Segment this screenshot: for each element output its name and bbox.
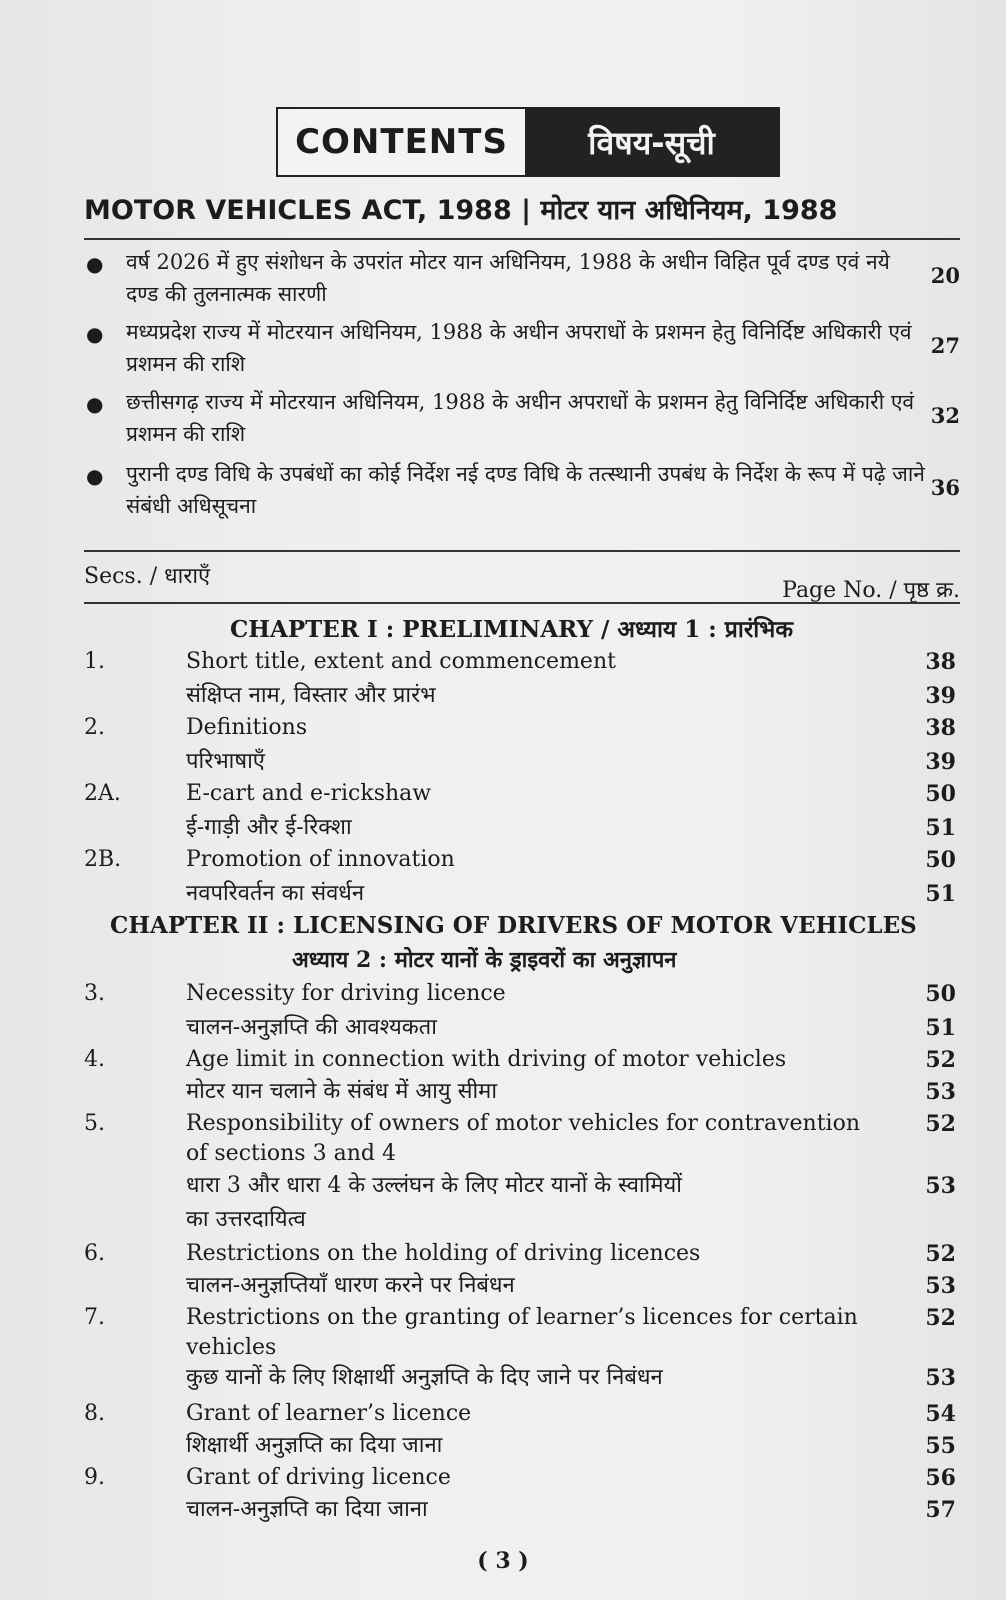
bullet-page: 20 <box>930 263 960 288</box>
section-title: चालन-अनुज्ञप्ति का दिया जाना <box>186 1497 428 1522</box>
section-title: Grant of learner’s licence <box>186 1401 472 1426</box>
bullet-page: 36 <box>930 475 960 500</box>
section-title: Necessity for driving licence <box>186 981 506 1006</box>
page-number: 50 <box>925 781 956 807</box>
bullet-text: वर्ष 2026 में हुए संशोधन के उपरांत मोटर यान अधिनियम, 1988 के अधीन विहित पूर्व दण्ड एवं नये दण्ड की तुलनात्मक सारणी <box>126 250 890 306</box>
toc-row <box>84 844 960 876</box>
toc-row <box>84 1430 960 1462</box>
page-number: 57 <box>925 1497 956 1523</box>
bullet-dot-icon: ● <box>86 464 104 488</box>
section-title: Restrictions on the granting of learner’s licences for certain <box>186 1305 858 1330</box>
section-title: Grant of driving licence <box>186 1465 451 1490</box>
page-number: 53 <box>925 1173 956 1199</box>
toc-row <box>84 1462 960 1494</box>
column-header-rule <box>84 602 960 604</box>
section-number: 7. <box>84 1305 105 1330</box>
page-number: 53 <box>925 1365 956 1391</box>
secs-column-label: Secs. / धाराएँ <box>84 564 211 589</box>
section-number: 5. <box>84 1111 105 1136</box>
toc-row <box>84 1398 960 1430</box>
bullet-dot-icon: ● <box>86 392 104 416</box>
section-number: 8. <box>84 1401 105 1426</box>
page-number: 39 <box>925 749 956 775</box>
toc-row <box>84 746 960 778</box>
section-title: धारा 3 और धारा 4 के उल्लंघन के लिए मोटर यानों के स्वामियों <box>186 1173 682 1198</box>
toc-row <box>84 1302 960 1334</box>
section-number: 3. <box>84 981 105 1006</box>
page-number: 56 <box>925 1465 956 1491</box>
bullet-item <box>84 316 960 382</box>
toc-row <box>84 1012 960 1044</box>
section-title: Short title, extent and commencement <box>186 649 616 674</box>
section-title: शिक्षार्थी अनुज्ञप्ति का दिया जाना <box>186 1433 443 1458</box>
page-number: 54 <box>925 1401 956 1427</box>
page-number: 51 <box>925 881 956 907</box>
bullet-page: 32 <box>930 403 960 428</box>
page-number: 39 <box>925 683 956 709</box>
page-number: 53 <box>925 1079 956 1105</box>
toc-row <box>84 1238 960 1270</box>
section-title: परिभाषाएँ <box>186 749 265 774</box>
section-number: 2. <box>84 715 105 740</box>
title-rule <box>84 238 960 240</box>
section-title: कुछ यानों के लिए शिक्षार्थी अनुज्ञप्ति के दिए जाने पर निबंधन <box>186 1365 663 1390</box>
page-number: 52 <box>925 1241 956 1267</box>
chapter-2-title: CHAPTER II : LICENSING OF DRIVERS OF MOTOR VEHICLES <box>110 912 917 939</box>
section-number: 1. <box>84 649 105 674</box>
toc-row <box>84 1108 960 1140</box>
bullet-text: छत्तीसगढ़ राज्य में मोटरयान अधिनियम, 1988 के अधीन अपराधों के प्रशमन हेतु विनिर्दिष्ट अधिकारी एवं प्रशमन की राशि <box>126 390 915 446</box>
section-number: 6. <box>84 1241 105 1266</box>
section-title: E-cart and e-rickshaw <box>186 781 432 806</box>
section-title: Restrictions on the holding of driving licences <box>186 1241 701 1266</box>
section-title: संक्षिप्त नाम, विस्तार और प्रारंभ <box>186 683 436 708</box>
toc-row <box>84 712 960 744</box>
bullet-item <box>84 386 960 452</box>
contents-header-box <box>276 107 780 177</box>
bullet-item <box>84 246 960 312</box>
toc-row <box>84 1170 960 1202</box>
section-title: Age limit in connection with driving of motor vehicles <box>186 1047 787 1072</box>
page-number: 55 <box>925 1433 956 1459</box>
contents-heading-hindi: विषय-सूची <box>525 109 778 175</box>
bullet-dot-icon: ● <box>86 322 104 346</box>
section-number: 4. <box>84 1047 105 1072</box>
page-number: 38 <box>925 649 956 675</box>
page-number: 50 <box>925 981 956 1007</box>
bullet-text: पुरानी दण्ड विधि के उपबंधों का कोई निर्देश नई दण्ड विधि के तत्स्थानी उपबंध के निर्देश के रूप में पढ़े जाने संबंधी अधिसूचना <box>126 462 925 518</box>
page-number: 52 <box>925 1047 956 1073</box>
act-title: MOTOR VEHICLES ACT, 1988 | मोटर यान अधिनियम, 1988 <box>84 194 838 226</box>
section-title: चालन-अनुज्ञप्तियाँ धारण करने पर निबंधन <box>186 1273 515 1298</box>
section-title: Responsibility of owners of motor vehicles for contravention <box>186 1111 861 1136</box>
toc-row <box>84 1138 960 1170</box>
page-number: 38 <box>925 715 956 741</box>
page-number: 52 <box>925 1111 956 1137</box>
section-title: vehicles <box>186 1335 277 1360</box>
column-header <box>84 560 960 603</box>
bullet-item <box>84 458 960 524</box>
toc-row <box>84 680 960 712</box>
toc-row <box>84 778 960 810</box>
bullet-page: 27 <box>930 333 960 358</box>
page-number: 51 <box>925 1015 956 1041</box>
section-title: Definitions <box>186 715 308 740</box>
section-number: 2A. <box>84 781 121 806</box>
section-title: मोटर यान चलाने के संबंध में आयु सीमा <box>186 1079 498 1104</box>
toc-row <box>84 646 960 678</box>
section-title: नवपरिवर्तन का संवर्धन <box>186 881 365 906</box>
toc-row <box>84 1494 960 1526</box>
page-number: 53 <box>925 1273 956 1299</box>
chapter-2-title-hindi: अध्याय 2 : मोटर यानों के ड्राइवरों का अनुज्ञापन <box>292 947 677 973</box>
section-title: Promotion of innovation <box>186 847 455 872</box>
page-column-label: Page No. / पृष्ठ क्र. <box>782 578 960 603</box>
section-title: का उत्तरदायित्व <box>186 1207 306 1232</box>
page-number: 50 <box>925 847 956 873</box>
toc-row <box>84 812 960 844</box>
bullet-text: मध्यप्रदेश राज्य में मोटरयान अधिनियम, 1988 के अधीन अपराधों के प्रशमन हेतु विनिर्दिष्ट अधिकारी एवं प्रशमन की राशि <box>126 320 912 376</box>
page-footer-number: ( 3 ) <box>477 1548 529 1574</box>
section-title: of sections 3 and 4 <box>186 1141 396 1166</box>
bullet-dot-icon: ● <box>86 252 104 276</box>
toc-row <box>84 1204 960 1236</box>
toc-row <box>84 1332 960 1364</box>
toc-row <box>84 878 960 910</box>
toc-row <box>84 1270 960 1302</box>
contents-heading-english: CONTENTS <box>295 122 508 162</box>
section-number: 2B. <box>84 847 122 872</box>
section-title: ई-गाड़ी और ई-रिक्शा <box>186 815 352 840</box>
chapter-1-title: CHAPTER I : PRELIMINARY / अध्याय 1 : प्रारंभिक <box>230 616 794 643</box>
section-title: चालन-अनुज्ञप्ति की आवश्यकता <box>186 1015 437 1040</box>
section-number: 9. <box>84 1465 105 1490</box>
toc-row <box>84 1076 960 1108</box>
toc-row <box>84 978 960 1010</box>
toc-row <box>84 1044 960 1076</box>
page-number: 51 <box>925 815 956 841</box>
page-number: 52 <box>925 1305 956 1331</box>
toc-row <box>84 1362 960 1394</box>
section-rule <box>84 550 960 552</box>
